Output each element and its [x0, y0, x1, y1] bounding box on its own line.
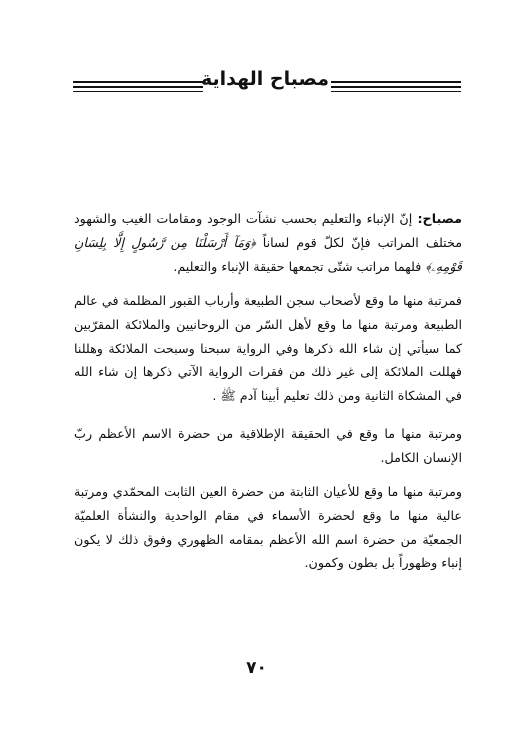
rule-line [73, 86, 203, 88]
paragraph-2 [74, 289, 462, 408]
paragraph-text: فمرتبة منها ما وقع لأصحاب سجن الطبيعة وأرباب القبور المظلمة في عالم الطبيعة ومرتبة منها ما وقع لأهل السّر من الروحانيين والملائكة المقرّبين كما سيأتي إن شاء الله ذكرها وفي الرواية سبحنا وسبحت الملائكة وهللنا فهللت الملائكة إلى غير ذلك من فقرات الرواية الآتي ذكرها إن شاء الله في المشكاة الثانية ومن ذلك تعليم أبينا آدم ﷺ . [74, 293, 462, 404]
paragraph-lead: مصباح: [412, 211, 462, 226]
page-header-title: مصباح الهداية [200, 68, 329, 90]
text-segment: إنّ الإنباء والتعليم بحسب نشآت الوجود ومقامات الغيب والشهود مختلف المراتب فإنّ لكلّ قوم لساناً [74, 211, 462, 250]
paragraph-4 [74, 480, 462, 575]
rule-line [73, 91, 203, 93]
quran-verse: ﴿وَمَآ أَرْسَلْنَا مِن رَّسُولٍ إِلَّا بِلِسَانِ قَوْمِهِۦ﴾ [74, 234, 462, 274]
page-number: ٧٠ [246, 658, 267, 678]
text-segment: فلهما مراتب شتّى تجمعها حقيقة الإنباء والتعليم. [173, 258, 426, 274]
paragraph-3 [74, 422, 462, 470]
paragraph-text: ومرتبة منها ما وقع في الحقيقة الإطلاقية من حضرة الاسم الأعظم ربّ الإنسان الكامل. [74, 426, 462, 465]
header-rule-left [73, 81, 203, 95]
rule-line [73, 81, 203, 83]
header-rule-right [331, 81, 461, 95]
paragraph-text [74, 207, 462, 278]
paragraph-1 [74, 207, 462, 278]
running-header [73, 66, 461, 106]
rule-line [331, 81, 461, 83]
rule-line [331, 91, 461, 93]
rule-line [331, 86, 461, 88]
paragraph-text: ومرتبة منها ما وقع للأعيان الثابتة من حضرة العين الثابت المحمّدي ومرتبة عالية منها ما وقع لحضرة الأسماء في مقام الواحدية والنشأة العلميّة الجمعيّة من حضرة اسم الله الأعظم بمقامه الظهوري وفوق ذلك لا يكون إنباء وظهوراً بل بطون وكمون. [74, 484, 462, 571]
